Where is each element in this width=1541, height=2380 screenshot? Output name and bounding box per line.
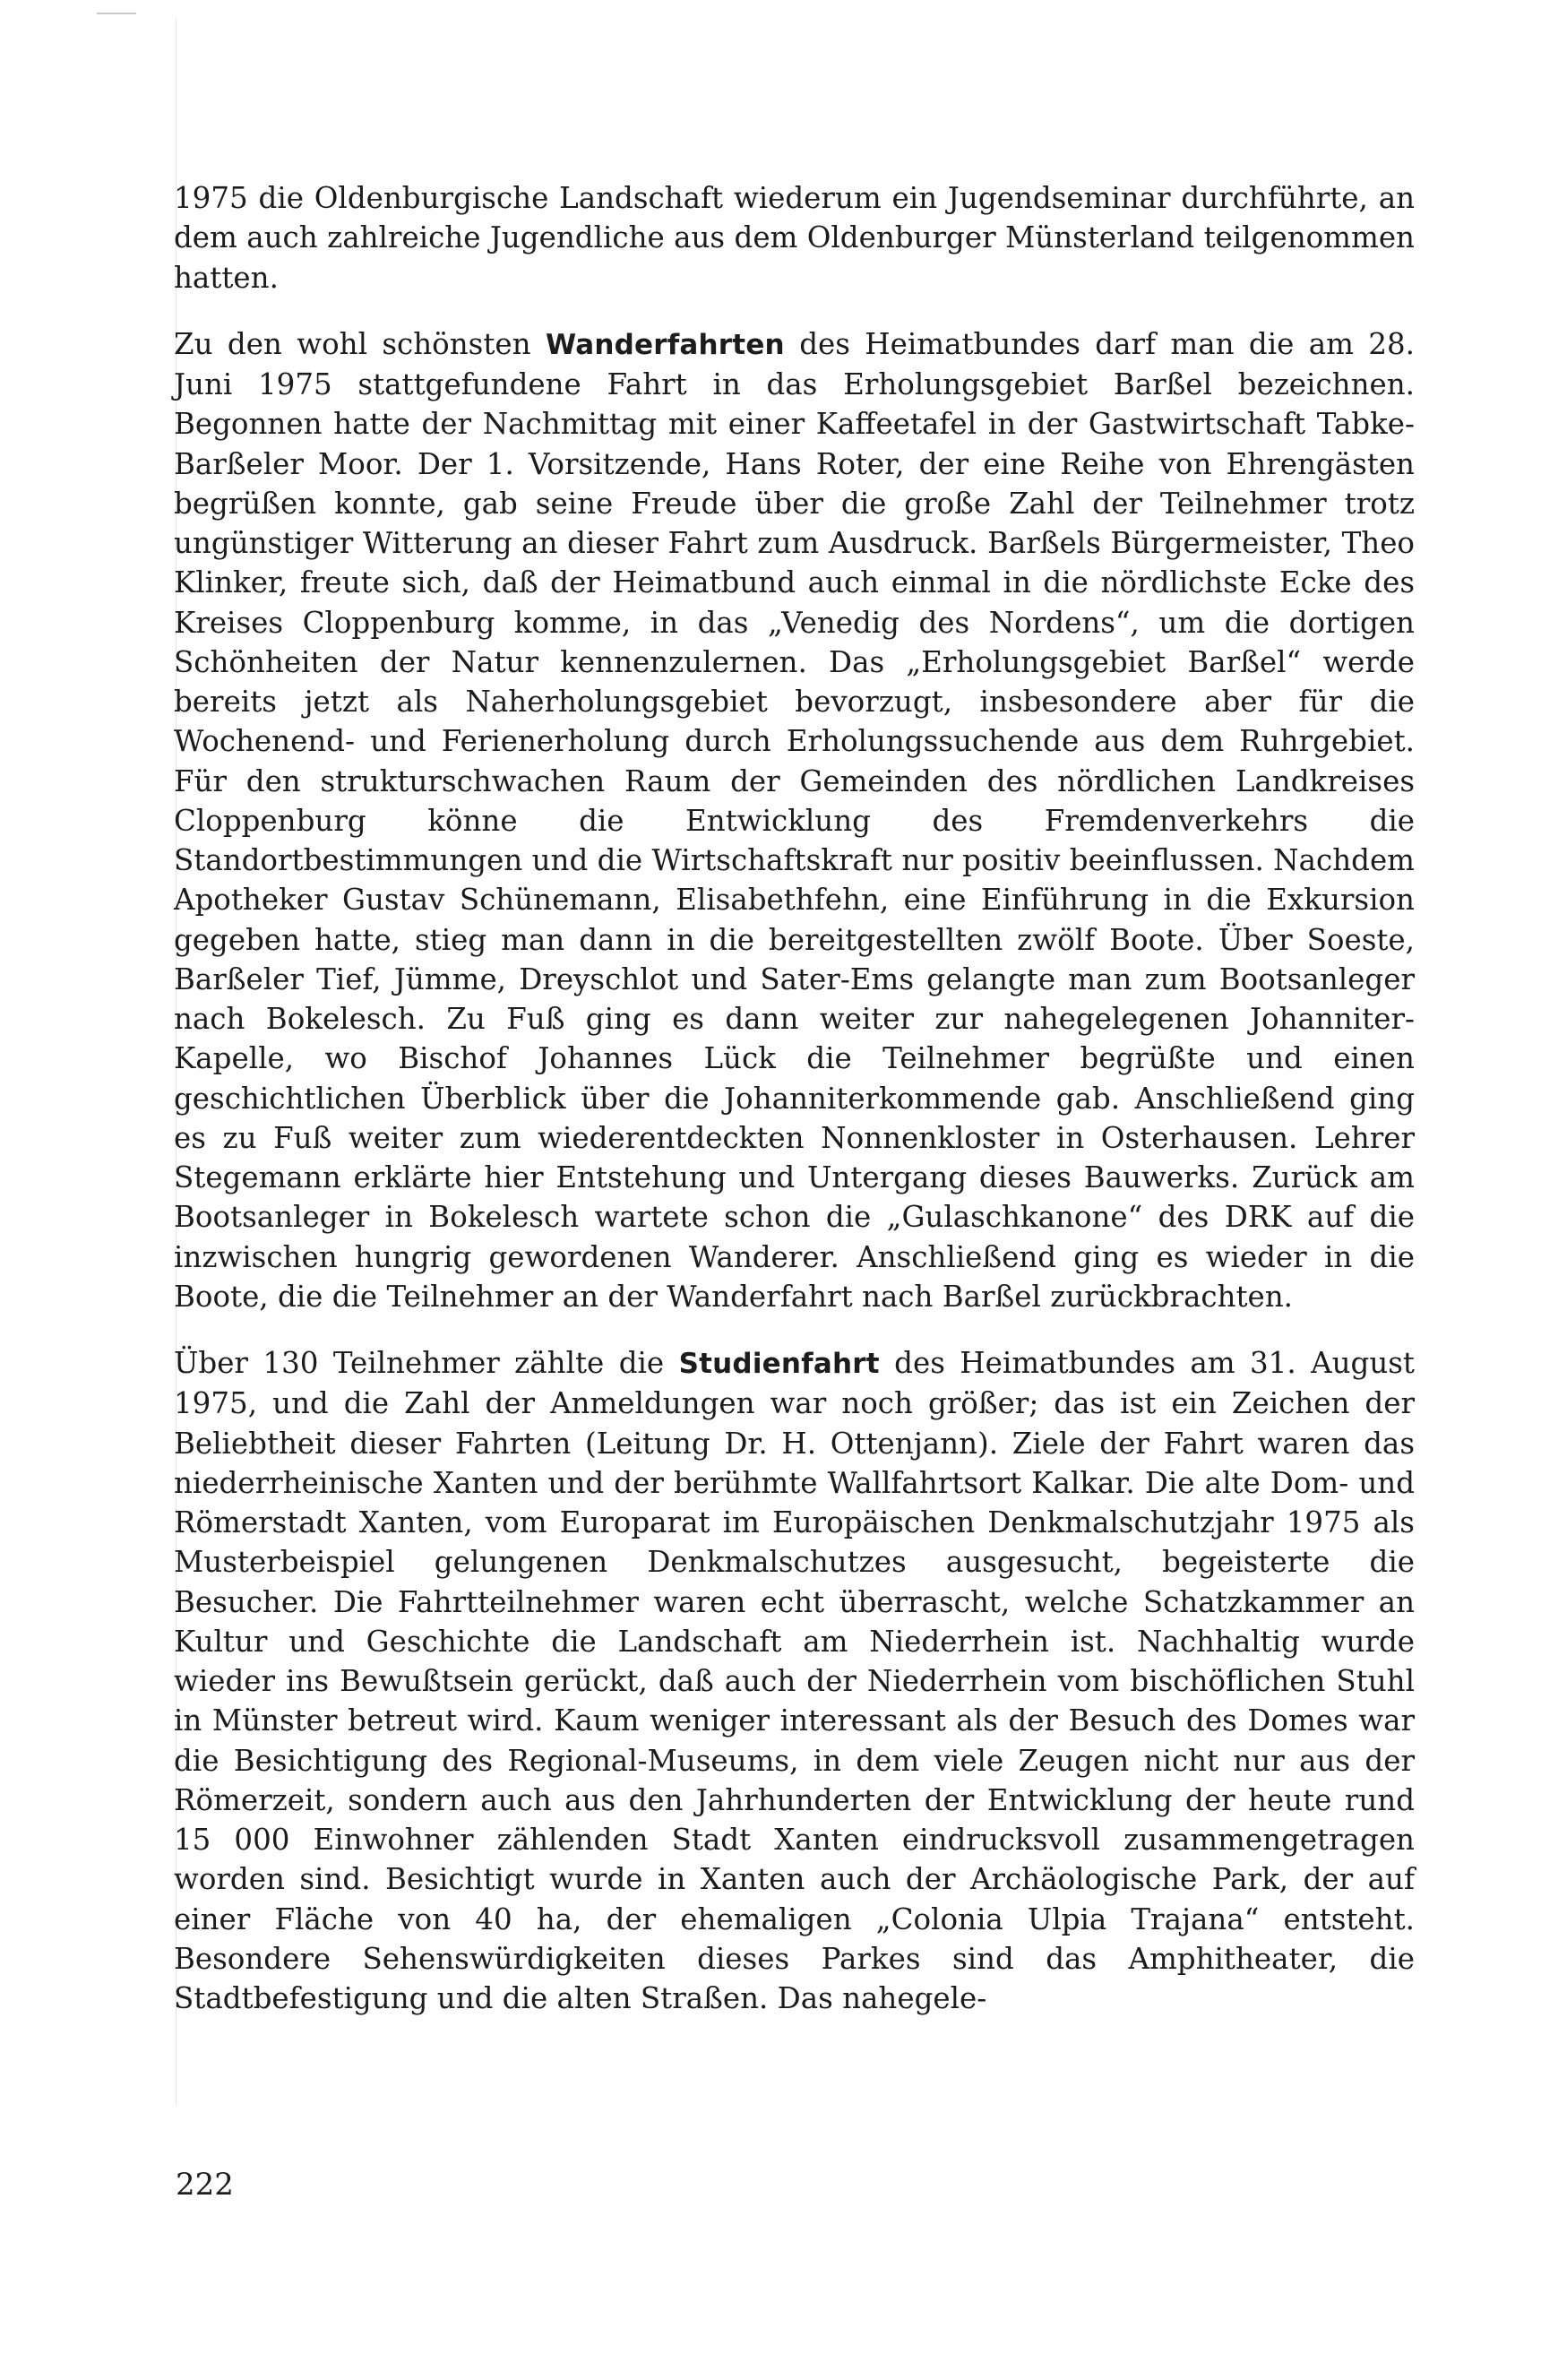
paragraph-jugendseminar (174, 178, 1415, 298)
scan-edge-mark (97, 13, 136, 14)
paragraph-wanderfahrten (174, 324, 1415, 1316)
paragraph-text-lead: Über 130 Teilnehmer zählte die (174, 1346, 679, 1380)
paragraph-text-lead: Zu den wohl schönsten (174, 326, 546, 361)
body-text (174, 178, 1415, 2045)
paragraph-text: 1975 die Oldenburgische Landschaft wiederum ein Jugendseminar durchführte, an dem auch zahlreiche Jugendliche aus dem Oldenburger Münsterland teilgenommen hatten. (174, 181, 1415, 295)
paragraph-studienfahrt (174, 1343, 1415, 2018)
paragraph-text-rest: des Heimatbundes am 31. August 1975, und die Zahl der Anmeldungen war noch größer; das ist ein Zeichen der Beliebtheit dieser Fahrten (Leitung Dr. H. Ottenjann). Ziele der Fahrt waren das niederrheinische Xanten und der berühmte Wallfahrtsort Kalkar. Die alte Dom- und Römerstadt Xanten, vom Europarat im Europäischen Denkmalschutzjahr 1975 als Musterbeispiel gelungenen Denkmalschutzes ausgesucht, begeisterte die Besucher. Die Fahrtteilnehmer waren echt überrascht, welche Schatzkammer an Kultur und Geschichte die Landschaft am Niederrhein ist. Nachhaltig wurde wieder ins Bewußtsein gerückt, daß auch der Niederrhein vom bischöflichen Stuhl in Münster betreut wird. Kaum weniger interessant als der Besuch des Domes war die Besichtigung des Regional-Museums, in dem viele Zeugen nicht nur aus der Römerzeit, sondern auch aus den Jahrhunderten der Entwicklung der heute rund 15 000 Einwohner zählenden Stadt Xanten eindrucksvoll zusammengetragen worden sind. Besichtigt wurde in Xanten auch der Archäologische Park, der auf einer Fläche von 40 ha, der ehemaligen „Colonia Ulpia Trajana“ entsteht. Besondere Sehenswürdigkeiten dieses Parkes sind das Amphitheater, die Stadtbefestigung und die alten Straßen. Das nahegele- (174, 1346, 1415, 2015)
page-number: 222 (176, 2167, 234, 2203)
heading-term-studienfahrt: Studienfahrt (678, 1348, 880, 1380)
paragraph-text-rest: des Heimatbundes darf man die am 28. Juni 1975 stattgefundene Fahrt in das Erholungsgebiet Barßel bezeichnen. Begonnen hatte der Nachmittag mit einer Kaffeetafel in der Gastwirtschaft Tabke-Barßeler Moor. Der 1. Vorsitzende, Hans Roter, der eine Reihe von Ehrengästen begrüßen konnte, gab seine Freude über die große Zahl der Teilnehmer trotz ungünstiger Witterung an dieser Fahrt zum Ausdruck. Barßels Bürgermeister, Theo Klinker, freute sich, daß der Heimatbund auch einmal in die nördlichste Ecke des Kreises Cloppenburg komme, in das „Venedig des Nordens“, um die dortigen Schönheiten der Natur kennenzulernen. Das „Erholungsgebiet Barßel“ werde bereits jetzt als Naherholungsgebiet bevorzugt, insbesondere aber für die Wochenend- und Ferienerholung durch Erholungssuchende aus dem Ruhrgebiet. Für den strukturschwachen Raum der Gemeinden des nördlichen Landkreises Cloppenburg könne die Entwicklung des Fremdenverkehrs die Standortbestimmungen und die Wirtschaftskraft nur positiv beeinflussen. Nachdem Apotheker Gustav Schünemann, Elisabethfehn, eine Einführung in die Exkursion gegeben hatte, stieg man dann in die bereitgestellten zwölf Boote. Über Soeste, Barßeler Tief, Jümme, Dreyschlot und Sater-Ems gelangte man zum Bootsanleger nach Bokelesch. Zu Fuß ging es dann weiter zur nahegelegenen Johanniter-Kapelle, wo Bischof Johannes Lück die Teilnehmer begrüßte und einen geschichtlichen Überblick über die Johanniterkommende gab. Anschließend ging es zu Fuß weiter zum wiederentdeckten Nonnenkloster in Osterhausen. Lehrer Stegemann erklärte hier Entstehung und Untergang dieses Bauwerks. Zurück am Bootsanleger in Bokelesch wartete schon die „Gulaschkanone“ des DRK auf die inzwischen hungrig gewordenen Wanderer. Anschließend ging es wieder in die Boote, die die Teilnehmer an der Wanderfahrt nach Barßel zurückbrachten. (174, 326, 1416, 1314)
heading-term-wanderfahrten: Wanderfahrten (545, 328, 785, 361)
